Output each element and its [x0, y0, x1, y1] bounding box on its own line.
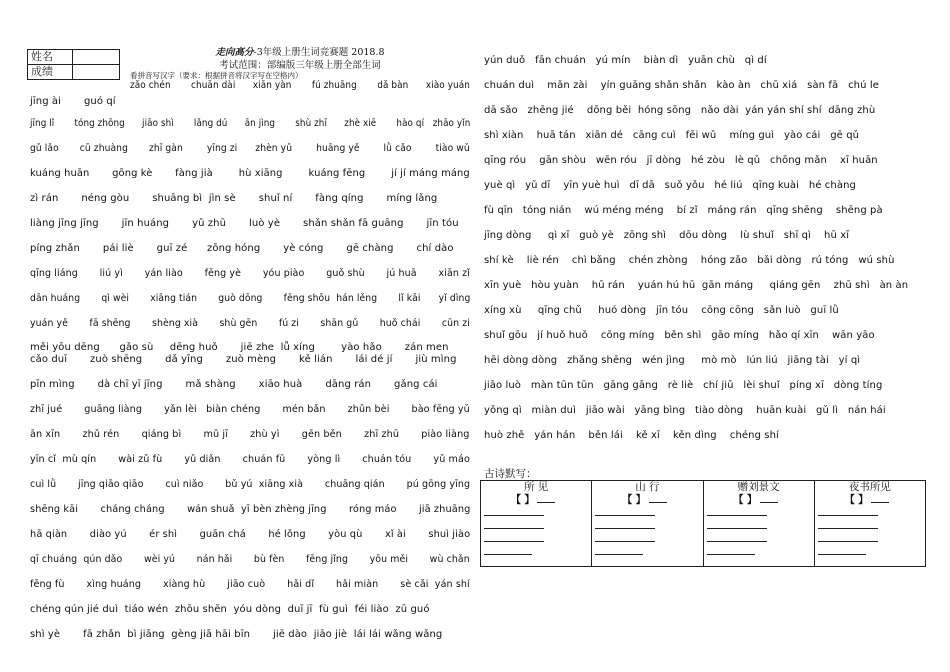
poem-cell: [481, 481, 592, 567]
writing-line[interactable]: [818, 528, 878, 529]
page-title: [150, 44, 450, 58]
poem-author-blank[interactable]: [734, 493, 814, 507]
author-brackets: 【 】: [733, 495, 757, 506]
author-underline: [871, 493, 889, 503]
pinyin-row: shí kè liè rén chì bǎng chén zhòng hóng zǎo bǎi dòng rú tóng wú shù: [484, 255, 895, 266]
pinyin-row: cuì lǜ jīng qiāo qiāo cuì niǎo bǔ yú xiāng xià chuāng qián pú gōng yīng: [30, 479, 471, 490]
pinyin-row: yuè qì yǔ dī yīn yuè huì dī dā suǒ yǒu hé liú qīng kuài hé chàng: [484, 180, 856, 191]
brand-name: 走向高分: [215, 47, 254, 58]
pinyin-row: hā qiàn diào yú ér shì guān chá hé lǒng yòu qù xǐ ài shuì jiào: [30, 529, 471, 540]
writing-line[interactable]: [707, 541, 767, 542]
poem-author-blank[interactable]: [511, 493, 591, 507]
poem-title: 所 见: [523, 481, 549, 493]
poem-dictation-table: [480, 480, 926, 567]
writing-line[interactable]: [484, 554, 532, 555]
writing-line[interactable]: [707, 554, 755, 555]
pinyin-row: shuǐ gōu jí huǒ huǒ cōng míng běn shì gāo míng hǎo qí xīn wān yāo: [484, 330, 875, 341]
poem-section-label: 古诗默写：: [484, 468, 537, 480]
writing-line[interactable]: [818, 541, 878, 542]
pinyin-row: jīng lǐ tóng zhōng jiāo shì lǎng dú ān jìng shù zhī zhè xiē hào qí zhāo yǐn: [30, 118, 471, 129]
pinyin-row: zǎo chén chuān dài xiān yàn fú zhuāng dǎ bàn xiào yuán: [130, 80, 470, 91]
student-info-table: [27, 49, 120, 80]
writing-line[interactable]: [595, 528, 655, 529]
author-underline: [760, 493, 778, 503]
pinyin-row: dā sǎo zhēng jié dōng běi hóng sōng nǎo dài yán yán shí shí dāng zhù: [484, 105, 876, 116]
pinyin-row: hēi dòng dòng zhǎng shēng wén jìng mò mò lún liú jiāng tài yí qì: [484, 355, 861, 366]
author-underline: [649, 493, 667, 503]
pinyin-row: huò zhě yán hán běn lái kě xī kěn dìng chéng shí: [484, 430, 779, 441]
pinyin-row: chéng qún jié duì tiáo wén zhōu shēn yóu dòng duī jī fù guì féi liào zū guó: [30, 604, 430, 615]
poem-title: 山 行: [635, 481, 660, 493]
writing-line[interactable]: [707, 528, 767, 529]
pinyin-row: yǒng qì miàn duì jiāo wài yāng bìng tiào dòng huān kuài gǔ lì nán hái: [484, 405, 886, 416]
poem-title: 夜书所见: [848, 481, 891, 493]
pinyin-row: zhī jué guāng liàng yǎn lèi biàn chéng mén bǎn zhǔn bèi bào fēng yǔ: [30, 404, 470, 415]
writing-line[interactable]: [818, 554, 866, 555]
writing-line[interactable]: [595, 554, 643, 555]
pinyin-row: jīng ài guó qí: [30, 96, 116, 107]
writing-line[interactable]: [484, 528, 544, 529]
pinyin-row: yīn cǐ mù qín wài zǔ fù yǔ diǎn chuán fū yòng lì chuán tóu yǔ máo: [30, 454, 470, 465]
pinyin-row: yún duǒ fān chuán yú mín biàn dì yuān chù qì dí: [484, 55, 767, 66]
author-underline: [537, 493, 555, 503]
pinyin-row: shēng kāi cháng cháng wán shuǎ yī bèn zhèng jīng róng máo jiā zhuāng: [30, 504, 471, 515]
poem-cell: [814, 481, 925, 567]
author-brackets: 【 】: [844, 495, 869, 506]
pinyin-row: fēng fù xìng huáng xiàng hù jiāo cuò hǎi dǐ hǎi miàn sè cǎi yán shí: [30, 579, 470, 590]
pinyin-row: ān xīn zhǔ rén qiáng bì mǔ jī zhù yì gēn běn zhī zhū piào liàng: [30, 429, 470, 440]
grade-field[interactable]: [73, 65, 120, 80]
pinyin-row: shì yè fā zhǎn bì jiāng gèng jiā hāi bīn jiē dào jiāo jiè lái lái wǎng wǎng: [30, 629, 443, 640]
pinyin-row: píng zhǎn pái liè guī zé zōng hóng yè cóng gē chàng chí dào: [30, 243, 454, 254]
pinyin-row: zì rán néng gòu shuāng bì jìn sè shuǐ ní fàng qíng míng lǎng: [30, 193, 438, 204]
title-text: -3年级上册生词竞赛题 2018.8: [253, 47, 385, 58]
name-label: 姓名: [28, 50, 73, 65]
pinyin-row: qīng liáng liú yì yán liào fēng yè yóu piào guǒ shù jú huā xiān zǐ: [30, 268, 470, 279]
pinyin-row: jiāo luò màn tūn tūn gāng gāng rè liè chí jiǔ lèi shuǐ píng xī dòng tíng: [484, 380, 883, 391]
pinyin-row: gǔ lǎo cū zhuàng zhī gàn yīng zi zhèn yǔ huāng yě lǜ cǎo tiào wǔ: [30, 143, 470, 154]
poem-cell: [592, 481, 703, 567]
exam-scope: 考试范围：部编版三年级上册全部生词: [219, 60, 381, 71]
writing-line[interactable]: [484, 515, 544, 516]
pinyin-row: dān huáng qì wèi xiāng tián guò dōng fēng shōu hán lěng lǐ kāi yǐ dìng: [30, 293, 471, 304]
author-brackets: 【 】: [511, 495, 535, 506]
pinyin-row: liàng jīng jīng jīn huáng yǔ zhū luò yè shǎn shǎn fā guāng jīn tóu: [30, 218, 459, 229]
pinyin-row: qīng róu gān shòu wēn róu jī dòng hé zòu lè qǔ chōng mǎn xī huān: [484, 155, 878, 166]
instruction-text: 看拼音写汉字（要求：根据拼音将汉字写在空格内）: [130, 71, 303, 80]
name-field[interactable]: [73, 50, 120, 65]
pinyin-row: xíng xù qīng chǔ huó dòng jīn tóu cōng cōng sǎn luò guī lǜ: [484, 305, 839, 316]
pinyin-row: jīng dòng qì xī guò yè zōng shì dōu dòng lù shuǐ shī qì hū xī: [484, 230, 850, 241]
pinyin-row: qī chuáng qún dǎo wèi yú nán hǎi bù fèn fēng jǐng yōu měi wù chǎn: [30, 554, 470, 565]
writing-line[interactable]: [484, 541, 544, 542]
pinyin-row: kuáng huān gōng kè fàng jià hù xiāng kuáng fēng jí jí máng máng: [30, 168, 470, 179]
poem-author-blank[interactable]: [845, 493, 925, 507]
pinyin-row: shì xiàn huā tán xiān dé cāng cuì fēi wǔ míng guì yào cái gē qǔ: [484, 130, 860, 141]
pinyin-row: měi yōu dēng gǎo sù dēng huǒ jiē zhe lǚ xíng yào hǎo zán men: [30, 342, 449, 353]
pinyin-row: yuán yě fā shēng shèng xià shù gēn fú zi shān gǔ huǒ chái cūn zi: [30, 318, 470, 329]
author-brackets: 【 】: [622, 495, 646, 506]
writing-line[interactable]: [707, 515, 767, 516]
pinyin-row: chuán duì mǎn zài yín guāng shǎn shǎn kào àn chū xiá sàn fā chú le: [484, 80, 879, 91]
poem-cell: [703, 481, 814, 567]
pinyin-row: xīn yuè hòu yuàn hū rán yuán hú hū gān máng qiáng gēn zhū shì àn àn: [484, 280, 909, 291]
poem-title: 赠刘景文: [737, 481, 780, 493]
grade-label: 成绩: [28, 65, 73, 80]
pinyin-row: cǎo duī zuò shēng dǎ yīng zuò mèng kě lián lái dé jí jiù mìng: [30, 354, 457, 365]
writing-line[interactable]: [595, 515, 655, 516]
pinyin-row: fù qīn tóng nián wú méng méng bí zǐ máng rán qīng shēng shēng pà: [484, 205, 883, 216]
pinyin-row: pīn mìng dà chī yī jīng mǎ shàng xiāo huà dāng rán gǎng cái: [30, 379, 438, 390]
writing-line[interactable]: [595, 541, 655, 542]
writing-line[interactable]: [818, 515, 878, 516]
poem-author-blank[interactable]: [622, 493, 702, 507]
